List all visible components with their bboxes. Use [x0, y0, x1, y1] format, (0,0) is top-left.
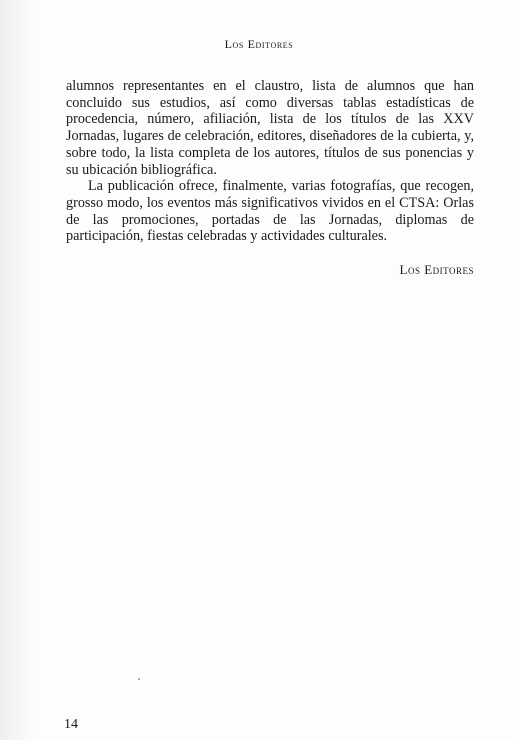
paragraph-2: La publicación ofrece, finalmente, varias fotografías, que recogen, grosso modo, los eventos más significativos vividos en el CTSA: Orlas de las promociones, portadas de las Jornadas, diplomas de participación, fiestas celebradas y actividades culturales. [66, 178, 474, 245]
signature: Los Editores [399, 262, 474, 277]
scan-speck [138, 678, 140, 680]
body-text [66, 78, 474, 245]
page-edge-shadow [0, 0, 34, 740]
paragraph-1: alumnos representantes en el claustro, lista de alumnos que han concluido sus estudios, así como diversas tablas estadísticas de procedencia, número, afiliación, lista de los títulos de las XXV Jornadas, lugares de celebración, editores, diseñadores de la cubierta, y, sobre todo, la lista completa de los autores, títulos de sus ponencias y su ubicación bibliográfica. [66, 78, 474, 178]
page-number: 14 [64, 717, 78, 732]
running-head: Los Editores [224, 37, 294, 51]
